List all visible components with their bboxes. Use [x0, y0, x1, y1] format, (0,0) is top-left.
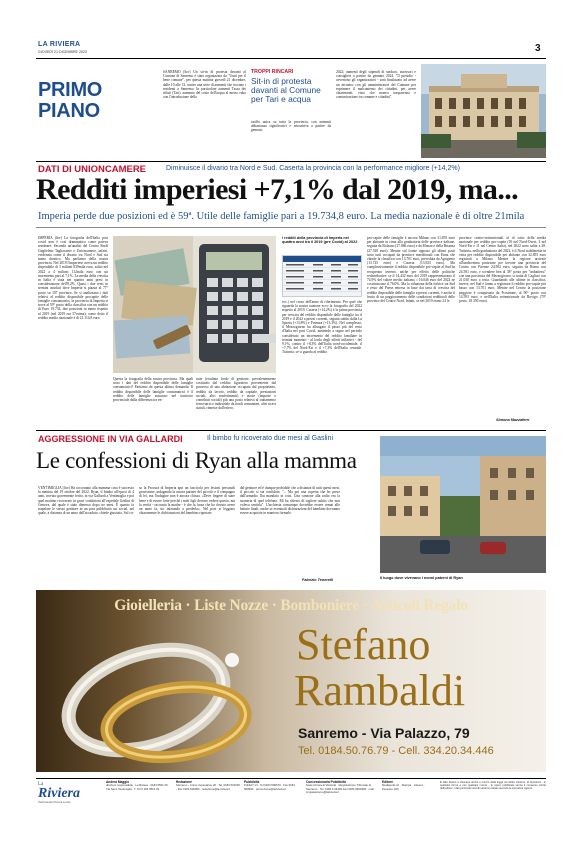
main-deck-rule [36, 227, 546, 228]
footer-logo-big: Riviera [38, 786, 80, 801]
footer-col-2-title: Redazione [176, 780, 192, 784]
money-calculator-photo [113, 236, 276, 373]
ad-name-line2: Rambaldi [294, 666, 466, 715]
footer-col-3-text: Publisi7 srl · Tel 0184 509670 · Fax 0184 509990 · promozione@larivieria.it [244, 783, 295, 791]
top-brief-headline: Sit-in di protesta davanti al Comune per Tari e acqua [251, 76, 321, 104]
second-subtitle: Il bimbo fu ricoverato due mesi al Gaslini [207, 435, 334, 442]
footer-col-2 [176, 781, 240, 791]
footer-col-2-text: Sanremo - Corso Imperatrice 26 · Tel. 0184 501625 - Fax 0184 509990 · redazione@la-riviera.it [176, 783, 240, 791]
top-section-rule [36, 161, 546, 162]
section-label-line1: PRIMO [38, 79, 103, 101]
second-column-2: so la Procura di Imperia apri un fascicolo per lesioni personali gravissime, indagando la nuova partner del piccolo e il compagno di lei, ma l'indagine non è ancora chiusa. «Deve fingere di stare bene e di essere forte perché i miei figli devono vedere questo, ma la verità - racconta la madre - è che la forza che ho dovuto avere un anno fa, sto iniziando a perderla». Nel post si leggono chiaramente le dichiarazioni del bambino riportate [139, 486, 235, 516]
section-label [38, 80, 158, 122]
ad-name-line1: Stefano [296, 620, 431, 669]
town-hall-photo [421, 64, 546, 158]
footer-col-3 [244, 781, 302, 791]
main-column-1: IMPERIA (ltcr) La fotografia dell'Italia post covid non è così drammatica come potevа sembrare. Secondo un'analisi del Centro Studi Guglielmo Tagliacarne e Unioncamere, infatti, evidenzia come il divario tra Nord e Sud sia meno drastico. Ma parliamo della nostra provincia. Nel 2019 l'imperiese aveva un reddito disponibile di 3 milioni 839mila euro, salito nel 2022 a 4 milioni 112mila euro con un incremento pari al 7,1%. La media della crescita in Italia è stata nei quattro anni presi in considerazione dell'8,2%. Quasi i due terzi in termini assoluti dove Imperia si piazza al 77° posto su 107 province. Se si analizzano i dati relativi al reddito disponibile procapite delle famiglie consumatrici, la provincia di Imperia si trova al 59° posto della classifica con un reddito di Euro 19.734, due posizioni in meno rispetto al 2019 (nel 2019 era 57esima); come detto il reddito medio nazionale è di 21.114,8 euro. [38, 236, 108, 320]
income-table-illustration [283, 256, 362, 297]
top-brief-left-text: SANREMO (ltcr) Un sit-in di protesta davanti al Comune di Sanremo è stato organizzato da "Uniti per il bene comune", per questa mattina giovedì 21 dicembre, dalle 10 alle 13, contro una serie di aumenti che toccano i residenti a Sanremo. In particolare aumenti Tassa dei rifiuti (Tari), aumento del costo dell'acqua al metro cubo con l'introduzione della [163, 70, 246, 100]
footer-col-1-title: Andrea Maggio [106, 780, 130, 784]
ring-illustration [36, 590, 266, 772]
main-bottom-rule [36, 430, 546, 431]
masthead-logo: LA RIVIERA [38, 41, 81, 48]
top-brief-right-text: 2022; aumenti degli stipendi di sindaco, assessori e consiglieri a partire da gennaio 2024. "Il presidio - avvertono gli organizzatori - sarà finalizzato ad avere un incontro con gli amministratori del Comune per esprimere il malcontento dei cittadini, per avere chiarimenti, visto che manca trasparenza e comunicazione tra comune e cittadini". [336, 70, 416, 100]
main-signature: Simona Mazzaferri [496, 418, 530, 422]
footer-col-5 [382, 781, 436, 791]
main-subtitle: Diminuisce il divario tra Nord e Sud. Caserta la provincia con la performance migliore (+14,2%) [166, 165, 460, 172]
top-brief-mid-text: tariffa unica su tutta la provincia, con aumenti abbastanza significativi e retroattiva a partire da gennaio [251, 120, 331, 133]
street-illustration [380, 436, 546, 573]
footer-logo-small: La [38, 782, 44, 787]
page-number: 3 [535, 43, 541, 54]
masthead-rule [36, 58, 546, 59]
footer-col-4-title: Concessionaria Pubblicità [306, 780, 346, 784]
main-column-4: ecc.) nel corso dell'anno di riferimento. Per quel che riguarda la nostra nazione ecco la fotografia del 2022 rispetto al 2019. Caserta (+14,2%) è la prima provincia per crescita del reddito disponibile delle famiglie tra il 2019 e il 2022 a prezzi correnti, seguita subito dalla La Spezia (+13,8%) e Potenza (+13,3%). Nel complesso, il Mezzogiorno ha allungato il passo più del resto d'Italia nel post Covid, mettendo a segno nel periodo considerato un incremento del reddito familiare in termini monetari - al lordo degli effetti inflattivi - del 9,1%, contro il +8,3% dell'Italia nord-occidentale, il +7,7% del Nord-Est e il +7,3% dell'Italia centrale. Tuttavia, se si guarda al reddito [282, 300, 362, 355]
income-table-image [282, 255, 362, 297]
footer-col-1 [106, 781, 172, 791]
second-signature: Fabrizio Tenerelli [302, 578, 334, 582]
ad-address: Sanremo - Via Palazzo, 79 [298, 725, 470, 741]
ad-top-line: Gioielleria · Liste Nozze · Bomboniere · Articoli Regalo [114, 597, 468, 614]
main-column-6: province centro-settentrionali al di sotto della media nazionale per reddito pro-capite (10 nel Nord-Ovest, 2 nel Nord-Est e 11 nel Centro Italia), nel 2022 sono salite a 28. Tuttavia, nella graduatoria del 2022, è il Nord stabilmente in vetta per reddito disponibile per abitante con 32.855 euro registrati a Milano. Mentre la regione arrivare all'undicesima posizione per trovare una provincia del Centro con Firenze 24.582 euro, seguita da Roma con 24.581 euro, e scendere ben al 38° posto per "imbattersi" con una provincia del Mezzogiorno, si tratta di Cagliari con 21.030 euro a testa. Guardando alle ultime in classifica, invece, nel Sud è fanno a registrare il reddito pro-capite più basso con 13.701 euro. Mentre nel Centro la posizione peggiore è conquistata da Frosinone, al 90° posto con 14.593 euro, e nell'Italia settentrionale da Rovigo (70° posto, 18.350 euro). [459, 236, 546, 304]
footer-col-1-text: direttore responsabile · La Riviera - 0184 5501 09 · Via Nervi Ventimiglia - T. Tel 0 184 5501 09 [106, 783, 170, 791]
footer-col-4 [306, 781, 378, 795]
second-kicker: AGGRESSIONE IN VIA GALLARDI [38, 434, 183, 444]
ad-phone: Tel. 0184.50.76.79 - Cell. 334.20.34.446 [298, 745, 494, 757]
footer-col-4-text: Sede Azzera di Viazzola · Registrazione Tribunale di Sanremo · Tel. 0184 4 06409 Fax 0184 5604990 · mail: impiasanremo@larivieria.it [306, 783, 375, 795]
footer-rule [36, 778, 546, 779]
main-column-5: pro-capite delle famiglie è ancora Milano con 31.855 euro per abitante in cima alla graduatoria delle province italiane, seguita da Bolzano (27.866 euro) e da Monza e della Brianza (27.520 euro). Mentre sul fronte opposto gli ultimi posti sono tutti occupati da province meridionali con Enna che chiude la classifica con 13.701 euro, preceduta da Agrigento (13.725 euro) e Caserta (13.923 euro). Ma complessivamente il reddito disponibile pro-capite al Sud ha recuperato terreno, anche per effetto delle politiche redistributive: se il 14.432 euro del 2019 rappresentavano il 74,9% del valore medio italiano, i 16.046 euro del 2022 ne costituiscono il 76,0%. Ma la riduzione della forbice tra Sud e resto del Paese emersa in base dai tassi di crescita del reddito disponibile delle famiglie a prezzi correnti, è anche il frutto di un peggioramento delle condizioni reddituali delle province del Centro Nord. Infatti, se nel 2019 erano 23 le [367, 236, 455, 304]
main-kicker: DATI DI UNIONCAMERE [38, 164, 147, 175]
footer-col-3-title: Pubblicità [244, 780, 260, 784]
main-deck: Imperia perde due posizioni ed è 59ª. Utile delle famiglie pari a 19.734,8 euro. La media nazionale è di oltre 21mila [38, 211, 525, 222]
footer-col-5-text: Mediapolis srl · Stampa · Litosud - Pessano (MI) [382, 783, 425, 791]
footer-logo [38, 782, 98, 804]
jewelry-ad [36, 590, 546, 772]
town-hall-illustration [421, 64, 546, 158]
money-calculator-illustration [113, 236, 276, 373]
second-column-3: dal genitore ed è dunque probabile che a distanza di tutti questi mesi, il piccolo si sia confidato. "... Ma poi una coperta che ho preso dall'armadio l'ha mandato in crisi. Una canzone alla radio era la suoneria di quel telefono. Mi ha chiesto di togliere subito che non voleva sentirla". L'inchiesta comunque dovrebbe essere ormai alle battute finali, anche se eventuali dichiarazioni del bambino dovranno essere acquisite in maniera formale. [240, 486, 340, 516]
masthead-date: GIOVEDÌ 21 DICEMBRE 2023 [38, 50, 87, 54]
footer-tagline: Settimanale Riviera Locali [38, 800, 71, 804]
section-label-line2: PIANO [38, 100, 100, 122]
second-headline: Le confessioni di Ryan alla mamma [36, 448, 357, 473]
main-column-3: trate (risultato lordo di gestione, prevalentemente costituito dal reddito figurativo proveniente dal possesso di una abitazione occupata dal proprietario, reddito da lavoro, reddito da capitale, prestazioni sociali, altri trasferimenti) e uscite (imposte e contributi sociali) più una posta relativa al trattamento ferroviario e industriale da fondi comunitari, altri ricavi statali, rimesse dall'estero, [196, 377, 276, 411]
footer-col-5-title: Editore [382, 780, 393, 784]
top-brief-kicker: TROPPI RINCARI [251, 69, 294, 75]
second-column-1: VENTIMIGLIA (ltcr) Ha raccontato alla mamma cosa è successo la mattina del 19 ottobre del 2022, Ryan, il bimbo all'epoca di 4 anni, trovato gravemente ferito, in via Gallardi a Ventimiglia e poi quel mattino ricoverato in gravi condizioni all'ospedale Gaslini di Genova, dal quale è stato dimesso dopo tre mesi. È quanto fa trapelare lo stesso genitore in un post pubblicato sui social, nel quale, a distanza di un anno dall'accaduto, chiede giustizia. Sul ca- [38, 486, 134, 516]
street-photo-caption: Il luogo dove vivevano i nonni paterni di Ryan [380, 576, 463, 580]
main-headline: Redditi imperiesi +7,1% dal 2019, ma... [36, 173, 519, 206]
footer-col-6-text: È fatto divieto a chiunque anche a mezzo della legge sul diritto d'autore, di riprodurre - in qualsiasi forma e con qualsiasi mezzo - le opere pubblicate senza il consenso scritto dell'editore. I dati personali raccolti saranno trattati secondo la normativa vigente. [440, 781, 546, 791]
street-photo [380, 436, 546, 573]
income-table-caption: I redditi della provincia di Imperia nei quattro anni tra il 2019 (pre Covid) al 2022 [282, 236, 358, 245]
main-column-2: Questa la fotografia della nostra provincia. Ma quali sono i dati del reddito disponibile delle famiglie consumatrici? Partiamo da questa ultima domanda. Il reddito disponibile delle famiglie consumatrici è il reddito delle famiglie misurato nel territorio provinciale dalla differenza tra en- [113, 377, 193, 403]
